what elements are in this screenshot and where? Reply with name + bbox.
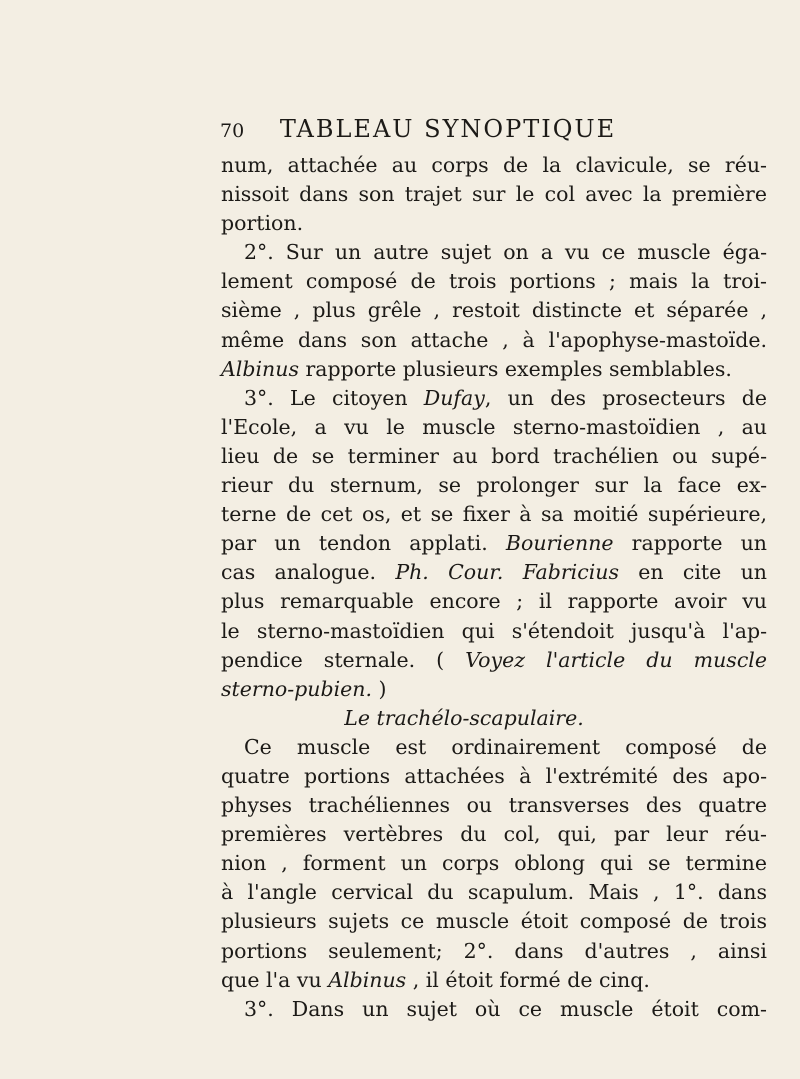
text-line: physes trachéliennes ou transverses des quatre bbox=[221, 793, 767, 818]
text-line: par un tendon applati. Bourienne rapporte un bbox=[221, 531, 768, 556]
running-title: TABLEAU SYNOPTIQUE bbox=[279, 115, 617, 143]
page-number: 70 bbox=[220, 120, 245, 142]
text-line: que l'a vu Albinus , il étoit formé de cinq. bbox=[221, 967, 650, 992]
text-line: même dans son attache , à l'apophyse-mastoïde. bbox=[221, 327, 767, 352]
running-header bbox=[220, 115, 616, 143]
author-name: Bourienne bbox=[505, 531, 614, 556]
text-line: cas analogue. Ph. Cour. Fabricius en cite un bbox=[221, 560, 767, 585]
text-line: Ce muscle est ordinairement composé de bbox=[244, 734, 767, 759]
text-line: nion , forment un corps oblong qui se termine bbox=[221, 851, 767, 876]
text-line: num, attachée au corps de la clavicule, se réu- bbox=[221, 153, 767, 177]
text-line: sterno-pubien. ) bbox=[221, 676, 387, 701]
author-name: Albinus bbox=[328, 967, 407, 992]
cross-reference: Voyez l'article du muscle bbox=[465, 647, 767, 672]
text-line: à l'angle cervical du scapulum. Mais , 1°. dans bbox=[221, 880, 767, 905]
author-name: Dufay bbox=[423, 385, 485, 410]
text-line: portion. bbox=[221, 211, 304, 236]
text-line: quatre portions attachées à l'extrémité des apo- bbox=[221, 763, 767, 788]
text-line: pendice sternale. ( Voyez l'article du muscle bbox=[221, 647, 767, 672]
text-line: plusieurs sujets ce muscle étoit composé de trois bbox=[221, 909, 767, 934]
text-line: 3°. Le citoyen Dufay, un des prosecteurs de bbox=[244, 385, 768, 410]
text-line: rieur du sternum, se prolonger sur la face ex- bbox=[221, 473, 767, 498]
text-line: portions seulement; 2°. dans d'autres , ainsi bbox=[221, 938, 767, 963]
text-line: l'Ecole, a vu le muscle sterno-mastoïdien , au bbox=[221, 414, 767, 439]
section-heading: Le trachélo-scapulaire. bbox=[344, 705, 584, 730]
text-line: sième , plus grêle , restoit distincte et séparée , bbox=[221, 298, 767, 323]
text-line: 2°. Sur un autre sujet on a vu ce muscle éga- bbox=[244, 240, 767, 265]
text-line: lement composé de trois portions ; mais la troi- bbox=[221, 269, 767, 294]
text-line: plus remarquable encore ; il rapporte avoir vu bbox=[221, 589, 767, 614]
author-name: Ph. Cour. Fabricius bbox=[395, 560, 619, 585]
text-line: Albinus rapporte plusieurs exemples semblables. bbox=[221, 356, 732, 381]
text-line: le sterno-mastoïdien qui s'étendoit jusqu'à l'ap- bbox=[221, 618, 767, 643]
text-line: 3°. Dans un sujet où ce muscle étoit com- bbox=[244, 996, 767, 1021]
text-line: nissoit dans son trajet sur le col avec la première bbox=[221, 182, 767, 207]
body-text bbox=[221, 151, 767, 1024]
cross-reference: sterno-pubien. bbox=[221, 676, 373, 701]
text-line: lieu de se terminer au bord trachélien ou supé- bbox=[221, 443, 767, 468]
text-line: premières vertèbres du col, qui, par leur réu- bbox=[221, 822, 767, 847]
text-line: terne de cet os, et se fixer à sa moitié supérieure, bbox=[221, 502, 767, 527]
author-name: Albinus bbox=[221, 356, 299, 381]
